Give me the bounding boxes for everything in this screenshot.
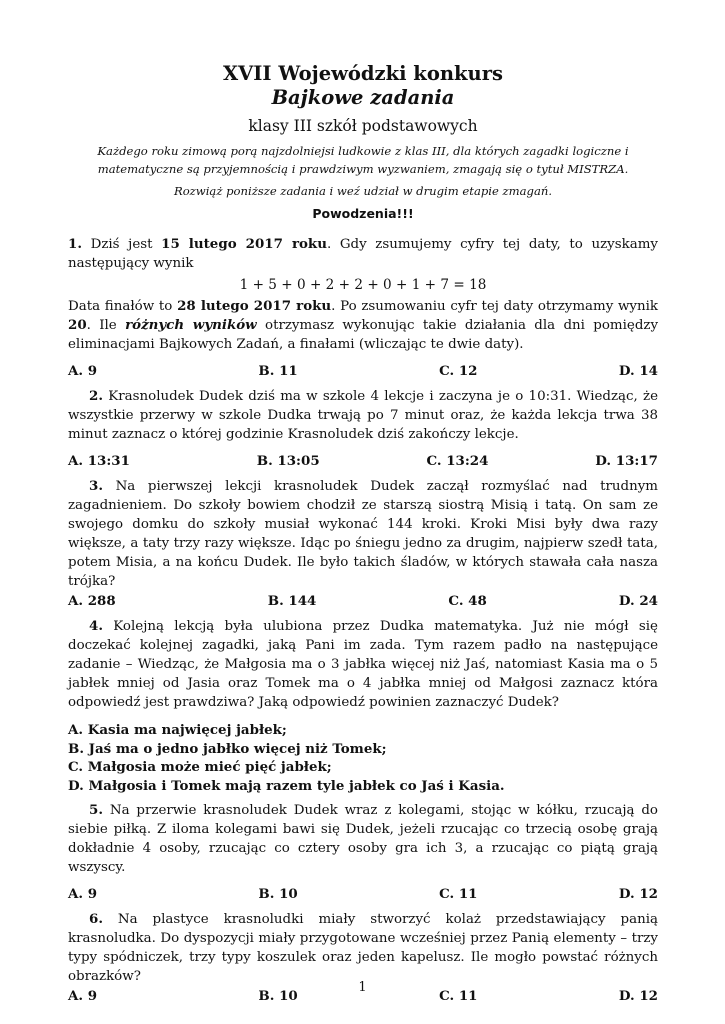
answer-option[interactable]: A. 9 <box>68 363 98 379</box>
q1-emphasis: różnych wyników <box>125 317 257 333</box>
question-5-number: 5. <box>89 802 103 818</box>
answer-option[interactable]: B. 10 <box>258 988 298 1004</box>
q1-text-d: . Po zsumowaniu cyfr tej daty otrzymamy wynik <box>331 299 659 314</box>
answer-option[interactable]: D. Małgosia i Tomek mają razem tyle jabłek co Jaś i Kasia. <box>68 777 505 794</box>
q5-answers <box>68 885 658 904</box>
answer-option[interactable]: B. 13:05 <box>256 453 320 469</box>
q1-text-f: otrzymasz wykonując takie działania dla dni pomiędzy eliminacjami Bajkowych Zadań, a finałami (wliczając te dwie daty). <box>68 318 659 352</box>
answer-option[interactable]: A. 9 <box>68 886 98 902</box>
question-3 <box>68 477 658 591</box>
answer-option[interactable]: B. 11 <box>258 363 298 379</box>
answer-option[interactable]: D. 13:17 <box>595 453 658 469</box>
q3-answers <box>68 592 658 611</box>
answer-option[interactable]: C. 13:24 <box>426 453 489 469</box>
question-5 <box>68 801 658 877</box>
q1-date2: 28 lutego 2017 roku <box>177 298 332 314</box>
question-1 <box>68 235 658 273</box>
q1-answers <box>68 362 658 381</box>
q1-formula: 1 + 5 + 0 + 2 + 2 + 0 + 1 + 7 = 18 <box>239 277 487 293</box>
question-4 <box>68 617 658 712</box>
answer-option[interactable]: A. 288 <box>68 593 116 609</box>
q6-text: Na plastyce krasnoludki miały stworzyć kolaż przedstawiający panią krasnoludka. Do dyspozycji miały przygotowane wcześniej przez Panią elementy – trzy typy spódniczek, trzy typy koszulek oraz jeden kapelusz. Ile mogło powstać różnych obrazków? <box>68 912 658 984</box>
answer-option[interactable]: D. 12 <box>618 988 658 1004</box>
answer-option[interactable]: D. 12 <box>618 886 658 902</box>
page-number: 1 <box>358 980 367 995</box>
answer-option[interactable]: D. 14 <box>618 363 658 379</box>
page-classes: klasy III szkół podstawowych <box>248 117 478 135</box>
answer-option[interactable]: A. 9 <box>68 988 98 1004</box>
intro-text: Każdego roku zimową porą najzdolniejsi ludkowie z klas III, dla których zagadki logiczne i matematyczne są przyjemnością i prawdziwym wyzwaniem, zmagają się o tytuł MISTRZA. <box>97 144 629 176</box>
answer-option[interactable]: B. 10 <box>258 886 298 902</box>
good-luck: Powodzenia!!! <box>312 206 414 221</box>
q1-text-e: . Ile <box>86 318 117 333</box>
q4-answers <box>68 721 658 795</box>
question-2-number: 2. <box>89 388 103 404</box>
q4-text: Kolejną lekcją była ulubiona przez Dudka matematyka. Już nie mógł się doczekać kolejnej zagadki, jaką Pani im zada. Tym razem padło na następujące zadanie – Wiedząc, że Małgosia ma o 3 jabłka więcej niż Jaś, natomiast Kasia ma o 5 jabłek mniej od Jasia oraz Tomek ma o 4 jabłka mniej od Małgosi zaznacz która odpowiedź jest prawdziwa? Jaką odpowiedź powinien zaznaczyć Dudek? <box>68 619 658 710</box>
document-page <box>68 62 658 1012</box>
answer-option[interactable]: C. 11 <box>439 988 478 1004</box>
answer-option[interactable]: A. Kasia ma najwięcej jabłek; <box>68 722 287 738</box>
question-6-number: 6. <box>89 911 103 927</box>
question-1-number: 1. <box>68 236 82 252</box>
question-1-cont <box>68 297 658 354</box>
q2-answers <box>68 452 658 471</box>
answer-option[interactable]: C. 11 <box>439 886 478 902</box>
question-2 <box>68 387 658 444</box>
q1-text-a: Dziś jest <box>90 237 153 252</box>
question-6 <box>68 910 658 986</box>
answer-option[interactable]: B. 144 <box>267 593 317 609</box>
question-3-number: 3. <box>89 478 103 494</box>
answer-option[interactable]: D. 24 <box>618 593 658 609</box>
answer-option[interactable]: C. 48 <box>448 593 487 609</box>
page-subtitle: Bajkowe zadania <box>271 86 455 109</box>
answer-option[interactable]: C. Małgosia może mieć pięć jabłek; <box>68 759 332 775</box>
call-to-action: Rozwiąż poniższe zadania i weź udział w drugim etapie zmagań. <box>173 184 553 198</box>
q1-text-c: Data finałów to <box>68 299 173 314</box>
page-title: XVII Wojewódzki konkurs <box>223 62 503 85</box>
q1-text-b: . Gdy zsumujemy cyfry tej daty, to uzyskamy następujący wynik <box>68 237 658 271</box>
q1-result: 20 <box>68 317 87 333</box>
q5-text: Na przerwie krasnoludek Dudek wraz z kolegami, stojąc w kółku, rzucają do siebie piłką. Z iloma kolegami bawi się Dudek, jeżeli rzucając co trzecią osobę grają dokładnie 4 osoby, rzucając co cztery osoby gra ich 3, a rzucając co piątą grają wszyscy. <box>68 803 658 875</box>
q2-text: Krasnoludek Dudek dziś ma w szkole 4 lekcje i zaczyna je o 10:31. Wiedząc, że wszystkie przerwy w szkole Dudka trwają po 7 minut oraz, że każda lekcja trwa 38 minut zaznacz o której godzinie Krasnoludek dziś zakończy lekcje. <box>68 389 658 442</box>
q1-date1: 15 lutego 2017 roku <box>161 236 327 252</box>
answer-option[interactable]: C. 12 <box>439 363 478 379</box>
answer-option[interactable]: B. Jaś ma o jedno jabłko więcej niż Tomek; <box>68 740 387 757</box>
question-4-number: 4. <box>89 618 103 634</box>
q3-text: Na pierwszej lekcji krasnoludek Dudek zaczął rozmyślać nad trudnym zagadnieniem. Do szkoły bowiem chodził ze starszą siostrą Misią i tatą. On sam ze swojego domku do szkoły musiał wykonać 144 kroki. Kroki Misi były dwa razy większe, a taty trzy razy większe. Idąc po śniegu jedno za drugim, najpierw szedł tata, potem Misia, a na końcu Dudek. Ile było takich śladów, w których stawała cała nasza trójka? <box>68 479 658 589</box>
answer-option[interactable]: A. 13:31 <box>68 453 130 469</box>
